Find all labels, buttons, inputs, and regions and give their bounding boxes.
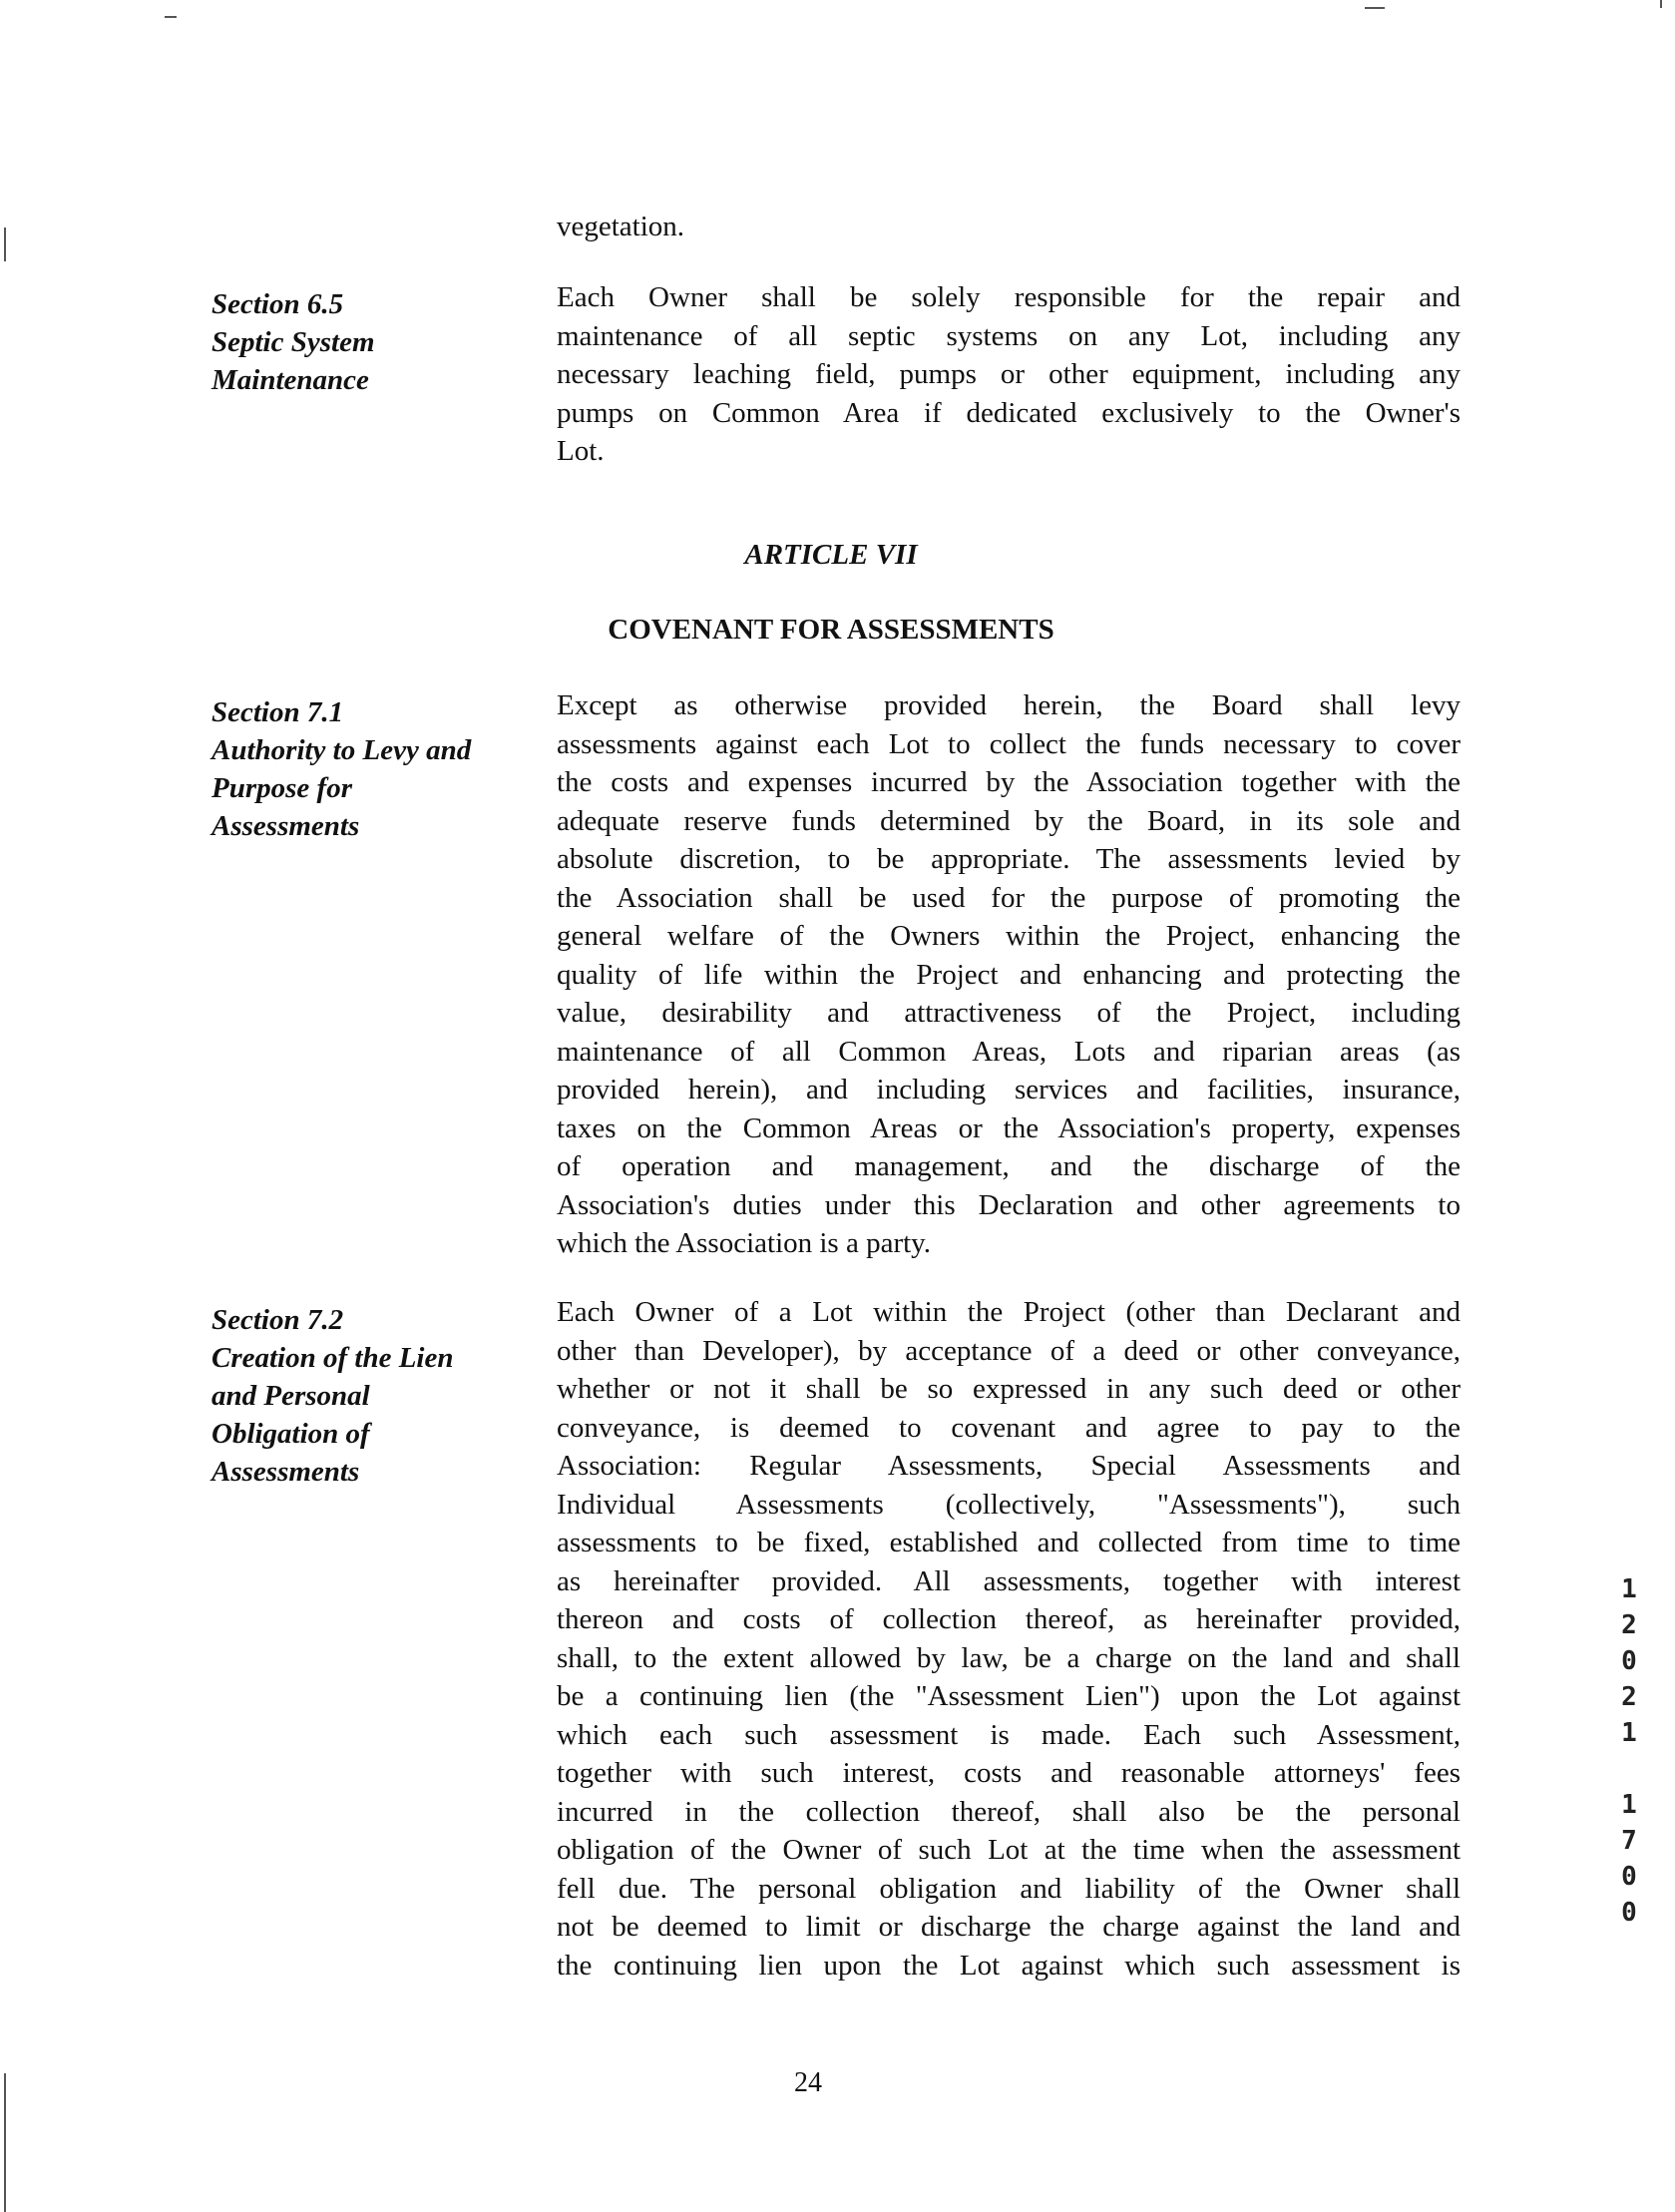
body-line: Except as otherwise provided herein, the Board shall levy [557, 689, 1461, 721]
body-line: Each Owner shall be solely responsible for the repair and [557, 281, 1461, 313]
body-line: shall, to the extent allowed by law, be a charge on the land and shall [557, 1641, 1461, 1674]
body-line: other than Developer), by acceptance of a deed or other conveyance, [557, 1334, 1461, 1367]
section-body-7-2 [557, 1293, 1461, 1985]
section-heading-7-2 [211, 1301, 531, 1491]
body-line: Each Owner of a Lot within the Project (other than Declarant and [557, 1296, 1461, 1328]
section-heading-line: Authority to Levy and [211, 734, 472, 766]
body-line: Association: Regular Assessments, Special Assessments and [557, 1450, 1461, 1482]
scan-mark-left-1 [4, 227, 6, 261]
body-line: which the Association is a party. [557, 1227, 932, 1259]
stamp-digit: 0 [1621, 1646, 1637, 1676]
body-line: pumps on Common Area if dedicated exclusively to the Owner's [557, 396, 1461, 429]
body-line: quality of life within the Project and enhancing and protecting the [557, 958, 1461, 991]
section-heading-line: Section 7.2 [211, 1304, 344, 1336]
body-line: maintenance of all septic systems on any Lot, including any [557, 319, 1461, 352]
scan-mark-top-right [1365, 7, 1385, 9]
stamp-digit: 1 [1621, 1790, 1637, 1820]
body-line: not be deemed to limit or discharge the charge against the land and [557, 1911, 1461, 1943]
section-heading-line: Section 7.1 [211, 696, 344, 728]
body-line: general welfare of the Owners within the Project, enhancing the [557, 920, 1461, 952]
body-line: whether or not it shall be so expressed in any such deed or other [557, 1373, 1461, 1405]
continuation-text: vegetation. [557, 211, 685, 242]
scan-mark-top-left [165, 16, 177, 18]
body-line: obligation of the Owner of such Lot at the time when the assessment [557, 1834, 1461, 1866]
recording-stamp [1614, 1571, 1644, 1931]
body-line: conveyance, is deemed to covenant and agree to pay to the [557, 1411, 1461, 1444]
body-line: value, desirability and attractiveness of the Project, including [557, 997, 1461, 1029]
body-line: incurred in the collection thereof, shall also be the personal [557, 1795, 1461, 1828]
body-line: necessary leaching field, pumps or other equipment, including any [557, 358, 1461, 390]
section-heading-line: Maintenance [211, 364, 369, 396]
body-line: thereon and costs of collection thereof, as hereinafter provided, [557, 1603, 1461, 1635]
article-number: ARTICLE VII [744, 539, 918, 571]
body-line: which each such assessment is made. Each such Assessment, [557, 1718, 1461, 1751]
page-number: 24 [794, 2067, 822, 2098]
body-line: Lot. [557, 435, 605, 467]
article-title: COVENANT FOR ASSESSMENTS [608, 614, 1054, 646]
body-line: absolute discretion, to be appropriate. The assessments levied by [557, 843, 1461, 875]
stamp-digit: 0 [1621, 1898, 1637, 1928]
stamp-digit: 2 [1621, 1682, 1637, 1712]
section-body-6-5 [557, 278, 1461, 471]
body-line: the Association shall be used for the purpose of promoting the [557, 881, 1461, 914]
body-line: adequate reserve funds determined by the Board, in its sole and [557, 804, 1461, 837]
body-line: as hereinafter provided. All assessments, together with interest [557, 1564, 1461, 1597]
body-line: be a continuing lien (the "Assessment Lien") upon the Lot against [557, 1680, 1461, 1712]
stamp-gap [1614, 1751, 1644, 1787]
body-line: the costs and expenses incurred by the Association together with the [557, 766, 1461, 798]
stamp-digit: 1 [1621, 1574, 1637, 1604]
body-line: together with such interest, costs and reasonable attorneys' fees [557, 1757, 1461, 1789]
section-heading-line: Section 6.5 [211, 288, 344, 320]
section-heading-line: Assessments [211, 1456, 360, 1488]
section-heading-line: Obligation of [211, 1418, 370, 1450]
section-heading-line: Creation of the Lien [211, 1342, 454, 1374]
body-line: provided herein), and including services and facilities, insurance, [557, 1074, 1461, 1106]
body-line: Individual Assessments (collectively, "Assessments"), such [557, 1488, 1461, 1521]
section-heading-line: Assessments [211, 810, 360, 842]
body-line: fell due. The personal obligation and liability of the Owner shall [557, 1872, 1461, 1905]
section-heading-line: Septic System [211, 326, 375, 358]
section-body-7-1 [557, 686, 1461, 1263]
body-line: taxes on the Common Areas or the Association's property, expenses [557, 1111, 1461, 1144]
body-line: of operation and management, and the discharge of the [557, 1150, 1461, 1182]
scan-mark-left-2 [4, 2073, 6, 2212]
section-heading-7-1 [211, 693, 531, 845]
body-line: assessments against each Lot to collect the funds necessary to cover [557, 727, 1461, 760]
body-line: the continuing lien upon the Lot against which such assessment is [557, 1949, 1461, 1982]
body-line: assessments to be fixed, established and collected from time to time [557, 1527, 1461, 1558]
stamp-digit: 7 [1621, 1826, 1637, 1856]
section-heading-line: Purpose for [211, 772, 352, 804]
scan-mark-top-right-edge [1660, 0, 1662, 8]
section-heading-6-5 [211, 285, 531, 399]
body-line: maintenance of all Common Areas, Lots and riparian areas (as [557, 1035, 1461, 1068]
stamp-digit: 2 [1621, 1610, 1637, 1640]
stamp-digit: 1 [1621, 1718, 1637, 1748]
stamp-digit: 0 [1621, 1862, 1637, 1892]
body-line: Association's duties under this Declaration and other agreements to [557, 1188, 1461, 1221]
section-heading-line: and Personal [211, 1380, 370, 1412]
